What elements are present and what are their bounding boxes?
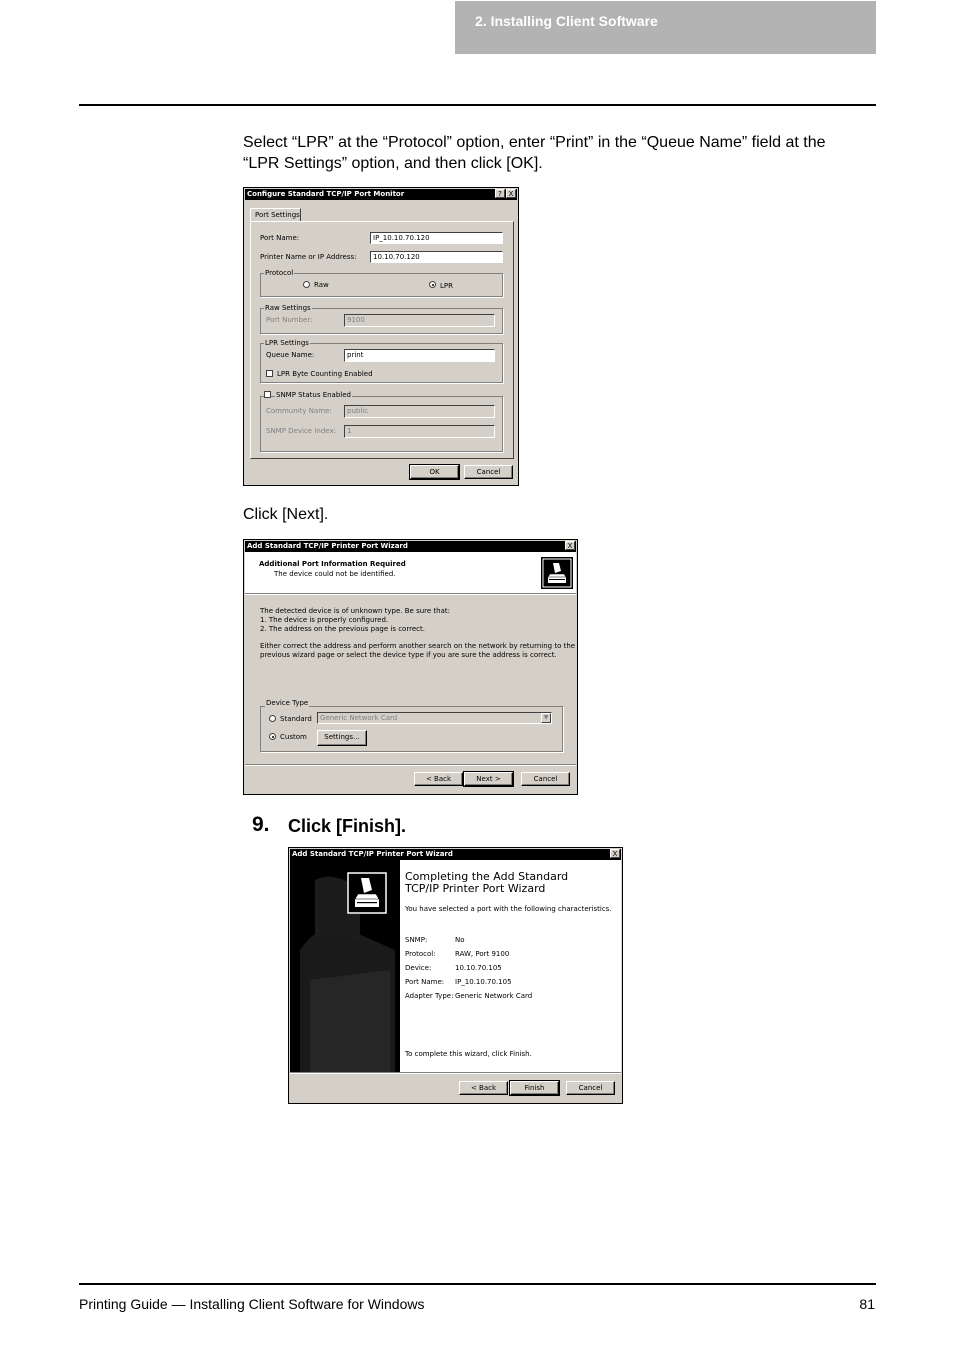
custom-label: Custom xyxy=(280,733,307,741)
info-line-2: 1. The device is properly configured. xyxy=(260,616,389,624)
port-name-label: Port Name: xyxy=(260,234,300,242)
device-type-label: Device Type xyxy=(266,699,309,707)
lpr-radio[interactable] xyxy=(429,281,436,288)
finish-button[interactable]: Finish xyxy=(510,1081,559,1095)
close-icon[interactable]: X xyxy=(610,849,620,858)
footer-title: Printing Guide — Installing Client Software for Windows xyxy=(79,1296,425,1312)
cancel-button[interactable]: Cancel xyxy=(566,1081,615,1095)
dialog-title: Add Standard TCP/IP Printer Port Wizard xyxy=(247,542,408,550)
wizard-complete-dialog xyxy=(288,847,623,1104)
dialog-titlebar xyxy=(245,541,576,552)
snmp-checkbox[interactable] xyxy=(264,391,271,398)
complete-heading-2: TCP/IP Printer Port Wizard xyxy=(405,882,546,895)
footer-rule xyxy=(79,1283,876,1285)
complete-heading-1: Completing the Add Standard xyxy=(405,870,569,883)
next-button[interactable]: Next > xyxy=(464,772,513,786)
summary-value: IP_10.10.70.105 xyxy=(455,978,512,986)
summary-value: RAW, Port 9100 xyxy=(455,950,510,958)
dialog-titlebar xyxy=(290,849,621,860)
cancel-button[interactable]: Cancel xyxy=(521,772,570,786)
close-icon[interactable]: X xyxy=(565,541,575,550)
byte-counting-checkbox[interactable] xyxy=(266,370,273,377)
community-name-label: Community Name: xyxy=(266,407,332,415)
snmp-label: SNMP Status Enabled xyxy=(276,391,351,399)
wizard-subheading: The device could not be identified. xyxy=(274,570,396,578)
back-button[interactable]: < Back xyxy=(459,1081,508,1095)
summary-key: Device: xyxy=(405,964,432,972)
complete-intro: You have selected a port with the following characteristics. xyxy=(405,905,612,913)
step-number: 9. xyxy=(252,813,270,836)
custom-radio[interactable] xyxy=(269,733,276,740)
lpr-label: LPR xyxy=(440,282,453,290)
protocol-group xyxy=(260,273,503,297)
summary-key: Protocol: xyxy=(405,950,436,958)
protocol-group-label: Protocol xyxy=(265,269,294,277)
info-line-4: Either correct the address and perform another search on the network by returning to the xyxy=(260,642,576,650)
wizard-heading: Additional Port Information Required xyxy=(259,560,406,568)
help-button[interactable]: ? xyxy=(495,189,505,198)
section-header: 2. Installing Client Software xyxy=(455,1,876,54)
summary-key: Adapter Type: xyxy=(405,992,454,1000)
device-type-select[interactable]: Generic Network Card xyxy=(317,712,552,724)
device-index-input[interactable]: 1 xyxy=(344,425,495,438)
summary-key: SNMP: xyxy=(405,936,428,944)
header-divider xyxy=(245,593,576,595)
close-icon[interactable]: X xyxy=(506,189,516,198)
port-monitor-dialog xyxy=(243,187,519,486)
finish-note: To complete this wizard, click Finish. xyxy=(405,1050,532,1058)
info-line-3: 2. The address on the previous page is correct. xyxy=(260,625,425,633)
settings-button[interactable]: Settings... xyxy=(317,730,367,746)
dialog-title: Configure Standard TCP/IP Port Monitor xyxy=(247,190,405,198)
byte-counting-label: LPR Byte Counting Enabled xyxy=(277,370,373,378)
page-number: 81 xyxy=(859,1296,875,1312)
port-wizard-dialog xyxy=(243,539,578,795)
dialog-titlebar xyxy=(245,189,517,200)
cancel-button[interactable]: Cancel xyxy=(464,465,513,479)
click-next-text: Click [Next]. xyxy=(243,506,329,523)
header-rule xyxy=(79,104,876,106)
printer-port-icon xyxy=(541,557,573,589)
summary-value: No xyxy=(455,936,465,944)
raw-label: Raw xyxy=(314,281,329,289)
port-number-label: Port Number: xyxy=(266,316,313,324)
raw-settings-label: Raw Settings xyxy=(265,304,311,312)
raw-radio[interactable] xyxy=(303,281,310,288)
summary-value: 10.10.70.105 xyxy=(455,964,502,972)
queue-name-label: Queue Name: xyxy=(266,351,315,359)
standard-radio[interactable] xyxy=(269,715,276,722)
printer-address-input[interactable]: 10.10.70.120 xyxy=(370,251,503,263)
lpr-settings-label: LPR Settings xyxy=(265,339,309,347)
footer-divider xyxy=(290,1072,621,1074)
queue-name-input[interactable]: print xyxy=(344,349,495,362)
info-line-5: previous wizard page or select the device type if you are sure the address is correct. xyxy=(260,651,557,659)
back-button[interactable]: < Back xyxy=(414,772,463,786)
printer-address-label: Printer Name or IP Address: xyxy=(260,253,357,261)
summary-value: Generic Network Card xyxy=(455,992,533,1000)
summary-key: Port Name: xyxy=(405,978,445,986)
footer-divider xyxy=(245,764,576,766)
community-name-input[interactable]: public xyxy=(344,405,495,418)
port-number-input[interactable]: 9100 xyxy=(344,314,495,327)
chevron-down-icon[interactable]: ▼ xyxy=(541,713,551,723)
info-line-1: The detected device is of unknown type. Be sure that: xyxy=(260,607,450,615)
dialog-title: Add Standard TCP/IP Printer Port Wizard xyxy=(292,850,453,858)
port-name-input[interactable]: IP_10.10.70.120 xyxy=(370,232,503,244)
device-index-label: SNMP Device Index: xyxy=(266,427,336,435)
tab-port-settings[interactable]: Port Settings xyxy=(250,208,301,222)
printer-port-icon xyxy=(347,872,387,914)
intro-text: Select “LPR” at the “Protocol” option, enter “Print” in the “Queue Name” field at the “LPR Settings” option, and then click [OK]. xyxy=(243,134,826,172)
standard-label: Standard xyxy=(280,715,312,723)
ok-button[interactable]: OK xyxy=(410,465,459,479)
step-text: Click [Finish]. xyxy=(288,816,407,836)
